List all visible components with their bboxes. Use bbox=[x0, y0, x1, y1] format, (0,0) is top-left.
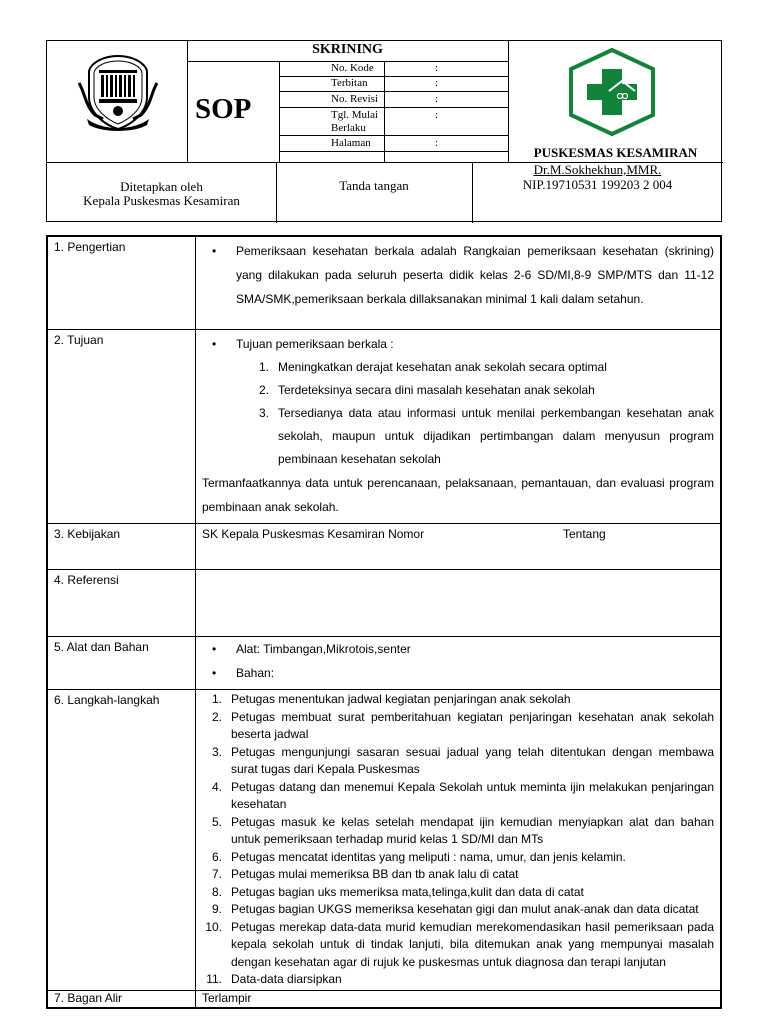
meta-key: Terbitan bbox=[331, 77, 368, 89]
meta-key: Halaman bbox=[331, 137, 371, 149]
organization-name: PUSKESMAS KESAMIRAN bbox=[533, 145, 698, 160]
section-label: 1. Pengertian bbox=[48, 237, 196, 330]
closing-text: Termanfaatkannya data untuk perencanaan, pelaksanaan, pemantauan, dan evaluasi program pembinaan anak sekolah. bbox=[202, 476, 714, 514]
bullet-item: • Alat: Timbangan,Mikrotois,senter bbox=[202, 637, 714, 661]
sop-body-table bbox=[46, 235, 722, 1009]
list-item: 2. Terdeteksinya secara dini masalah kesehatan anak sekolah bbox=[258, 383, 595, 397]
section-label: 3. Kebijakan bbox=[48, 524, 196, 570]
section-label: 6. Langkah-langkah bbox=[48, 690, 196, 991]
meta-value: : bbox=[435, 77, 439, 89]
step-item: 11. Data-data diarsipkan bbox=[206, 972, 342, 986]
row-langkah bbox=[48, 690, 721, 991]
step-item: 10. Petugas merekap data-data murid kemudian merekomendasikan hasil pemeriksaan pada kepala sekolah untuk di tindak lanjuti, bila ditemukan anak yang mempunyai masalah dengan kesehatan agar di rujuk ke puskesmas untuk diagnosa dan terapi lanjutan bbox=[205, 919, 714, 969]
established-by-line1: Ditetapkan oleh bbox=[120, 179, 203, 194]
section-label: 4. Referensi bbox=[48, 570, 196, 637]
row-bagan-alir bbox=[48, 990, 721, 1007]
bullet-item: • Bahan: bbox=[202, 661, 714, 685]
step-item: 7. Petugas mulai memeriksa BB dan tb anak lalu di catat bbox=[211, 867, 519, 881]
row-alat-bahan bbox=[48, 637, 721, 690]
meta-value: : bbox=[435, 109, 439, 121]
meta-key: Tgl. Mulai bbox=[331, 109, 379, 121]
established-by-line2: Kepala Puskesmas Kesamiran bbox=[83, 193, 240, 208]
meta-key: Berlaku bbox=[331, 122, 366, 134]
sop-header bbox=[46, 40, 722, 222]
meta-value: : bbox=[435, 62, 439, 74]
policy-tentang-text: Tentang bbox=[563, 527, 606, 541]
step-item: 9. Petugas bagian UKGS memeriksa kesehatan gigi dan mulut anak-anak dan data dicatat bbox=[211, 902, 699, 916]
head-nip: NIP.19710531 199203 2 004 bbox=[522, 177, 673, 192]
step-item: 4. Petugas datang dan menemui Kepala Sekolah untuk meminta ijin melakukan penjaringan kesehatan bbox=[211, 779, 714, 811]
flowchart-note: Terlampir bbox=[202, 990, 252, 1005]
signature-label: Tanda tangan bbox=[339, 178, 409, 193]
section-label: 7. Bagan Alir bbox=[48, 990, 196, 1007]
regency-emblem-logo bbox=[73, 53, 163, 133]
row-referensi bbox=[48, 570, 721, 637]
meta-value: : bbox=[435, 137, 439, 149]
section-content bbox=[196, 637, 721, 690]
section-content bbox=[196, 237, 721, 330]
document-title: SKRINING bbox=[312, 42, 383, 57]
row-kebijakan bbox=[48, 524, 721, 570]
bullet-item: • Tujuan pemeriksaan berkala : bbox=[202, 332, 714, 356]
step-item: 2. Petugas membuat surat pemberitahuan kegiatan penjaringan kesehatan anak sekolah beserta jadwal bbox=[211, 709, 714, 741]
section-content bbox=[196, 990, 721, 1007]
step-item: 3. Petugas mengunjungi sasaran sesuai jadual yang telah ditentukan dengan membawa surat tugas dari Kepala Puskesmas bbox=[211, 744, 714, 776]
step-item: 6. Petugas mencatat identitas yang meliputi : nama, umur, dan jenis kelamin. bbox=[211, 849, 626, 864]
row-tujuan bbox=[48, 330, 721, 524]
section-content bbox=[196, 330, 721, 524]
section-label: 2. Tujuan bbox=[48, 330, 196, 524]
sop-label: SOP bbox=[195, 93, 252, 125]
meta-key: No. Kode bbox=[331, 62, 374, 74]
puskesmas-logo bbox=[565, 47, 659, 137]
list-item: 3. Tersedianya data atau informasi untuk menilai perkembangan kesehatan anak sekolah, maupun untuk dijadikan pertimbangan dalam menyusun program pembinaan kesehatan sekolah bbox=[258, 406, 714, 466]
bullet-item: • Pemeriksaan kesehatan berkala adalah Rangkaian pemeriksaan kesehatan (skrining) yang dilakukan pada seluruh peserta didik kelas 2-6 SD/MI,8-9 SMP/MTS dan 11-12 SMA/SMK,pemeriksaan berkala dillaksanakan minimal 1 kali dalam setahun. bbox=[202, 239, 714, 311]
meta-key: No. Revisi bbox=[331, 93, 379, 105]
head-name: Dr.M.Sokhekhun,MMR. bbox=[533, 162, 662, 177]
step-item: 1. Petugas menentukan jadwal kegiatan penjaringan anak sekolah bbox=[211, 692, 571, 706]
section-content bbox=[196, 570, 721, 637]
row-pengertian bbox=[48, 237, 721, 330]
step-item: 8. Petugas bagian uks memeriksa mata,telinga,kulit dan data di catat bbox=[211, 884, 584, 899]
section-content bbox=[196, 690, 721, 991]
policy-sk-text: SK Kepala Puskesmas Kesamiran Nomor bbox=[202, 527, 425, 541]
list-item: 1. Meningkatkan derajat kesehatan anak sekolah secara optimal bbox=[258, 360, 607, 374]
section-label: 5. Alat dan Bahan bbox=[48, 637, 196, 690]
meta-value: : bbox=[435, 93, 439, 105]
step-item: 5. Petugas masuk ke kelas setelah mendapat ijin kemudian menyiapkan alat dan bahan untuk pemeriksaan terhadap murid kelas 1 SD/MI dan MTs bbox=[211, 814, 714, 846]
section-content bbox=[196, 524, 721, 570]
